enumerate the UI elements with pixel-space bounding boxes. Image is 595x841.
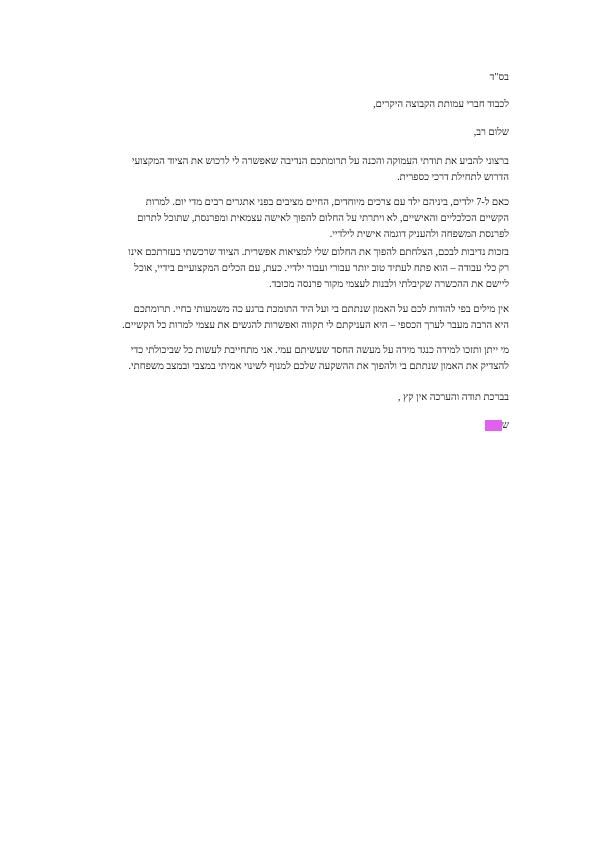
paragraph-line: הדרוש לתחילת דרכי כספרית. bbox=[397, 172, 509, 183]
paragraph-5 bbox=[89, 343, 509, 375]
greeting-text: לכבוד חברי עמותת הקבוצה היקרים, bbox=[373, 99, 509, 110]
paragraph-line: ברצוני להביע את תודתי העמוקה והכנה על תרומתכם הנדיבה שאפשרה לי לרכוש את הציוד המקצועי bbox=[131, 156, 509, 167]
paragraph-4 bbox=[89, 302, 509, 334]
paragraph-line: אין מילים בפי להודות לכם על האמון שנתתם בי ועל היד התומכת ברגע כה משמעותי בחיי. תרומתכם bbox=[133, 304, 509, 315]
header-mark-text: בס"ד bbox=[489, 72, 509, 83]
paragraph-line: הקשיים הכלכליים והאישיים, לא ויתרתי על החלום להפוך לאישה עצמאית ומפרנסת, שתוכל לתרום bbox=[137, 213, 509, 224]
salutation bbox=[89, 125, 509, 141]
paragraph-line: היא הרבה מעבר לערך הכספי – היא העניקתם לי תקווה ואפשרות להגשים את עצמי למרות כל הקשיים. bbox=[122, 320, 509, 331]
paragraph-line: ליישם את ההכשרה שקיבלתי ולבנות לעצמי מקור פרנסה מכובד. bbox=[269, 279, 509, 290]
signature bbox=[485, 418, 509, 432]
paragraph-line: לפרנסת המשפחה ולהעניק דוגמה אישית לילדיי. bbox=[329, 229, 509, 240]
paragraph-line: רק כלי עבודה – הוא פתח לעתיד טוב יותר עבורי ועבור ילדיי. כעת, עם הכלים המקצועיים בידיי, אוכל bbox=[134, 263, 509, 274]
paragraph-3 bbox=[89, 245, 509, 293]
header-mark bbox=[89, 70, 509, 86]
redacted-signature-box bbox=[485, 420, 502, 431]
signature-initial: ש bbox=[501, 419, 509, 431]
paragraph-2 bbox=[89, 195, 509, 243]
closing-text: בברכת תודה והערכה אין קץ , bbox=[397, 392, 509, 403]
closing bbox=[89, 390, 509, 406]
salutation-text: שלום רב, bbox=[473, 127, 509, 138]
paragraph-line: מי ייתן ותזכו למידה כנגד מידה על מעשה החסד שעשיתם עמי. אני מתחייבת לעשות כל שביכולתי כדי bbox=[130, 345, 509, 356]
greeting bbox=[89, 97, 509, 113]
paragraph-line: בזכות נדיבות לבכם, הצלחתם להפוך את החלום שלי למציאות אפשרית. הציוד שרכשתי בעזרתכם אינו bbox=[128, 247, 509, 258]
paragraph-1 bbox=[89, 154, 509, 186]
paragraph-line: כאם ל-7 ילדים, ביניהם ילד עם צרכים מיוחדים, החיים מציבים בפני אתגרים רבים מדי יום. למרות bbox=[145, 197, 509, 208]
paragraph-line: להצדיק את האמון שנתתם בי ולהפוך את ההשקעה שלכם למנוף לשינוי אמיתי במצבי ובמצב משפחתי. bbox=[128, 361, 509, 372]
